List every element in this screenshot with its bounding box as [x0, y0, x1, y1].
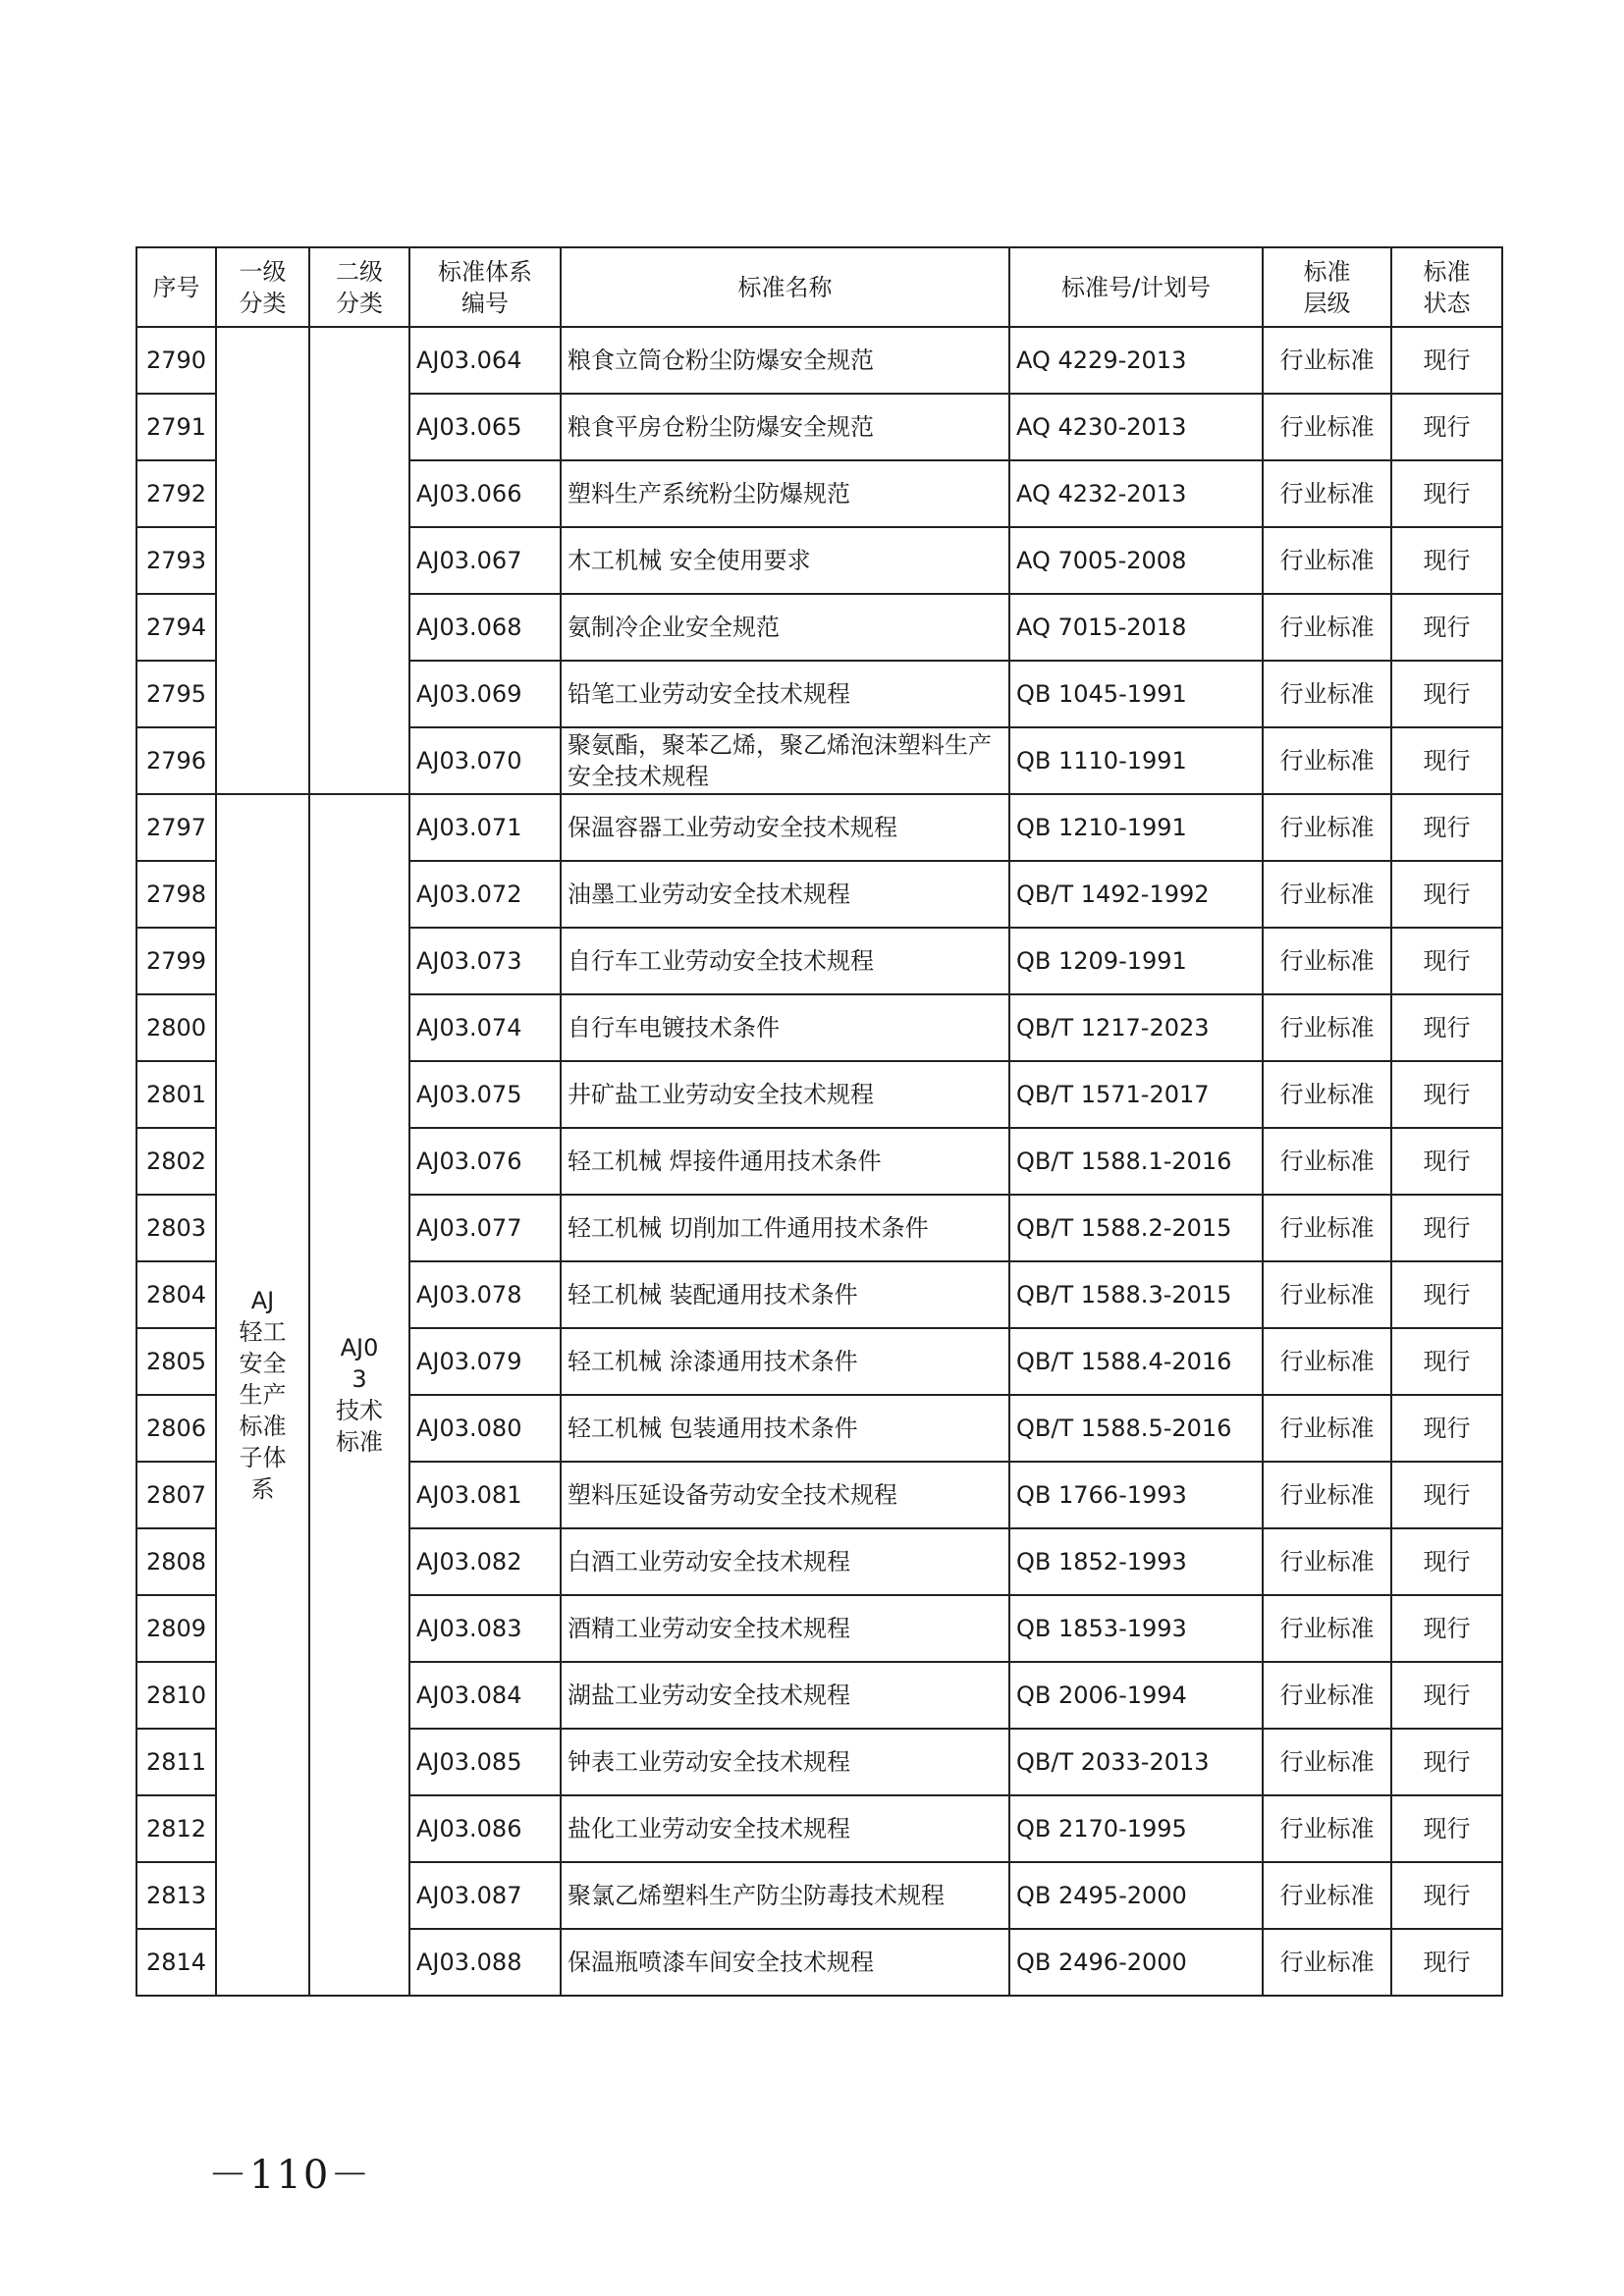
row-number: QB/T 1588.2-2015 [1009, 1195, 1263, 1261]
row-status: 现行 [1391, 394, 1502, 460]
row-seq: 2794 [136, 594, 216, 661]
header-code [409, 247, 561, 327]
header-cat1 [216, 247, 309, 327]
row-seq: 2800 [136, 994, 216, 1061]
row-code: AJ03.064 [409, 327, 561, 394]
row-seq: 2795 [136, 661, 216, 727]
row-seq: 2791 [136, 394, 216, 460]
row-name: 白酒工业劳动安全技术规程 [561, 1528, 1009, 1595]
row-name: 湖盐工业劳动安全技术规程 [561, 1662, 1009, 1729]
row-seq: 2805 [136, 1328, 216, 1395]
row-level: 行业标准 [1263, 928, 1391, 994]
row-status: 现行 [1391, 1929, 1502, 1996]
row-code: AJ03.084 [409, 1662, 561, 1729]
row-name: 盐化工业劳动安全技术规程 [561, 1795, 1009, 1862]
row-level: 行业标准 [1263, 460, 1391, 527]
standards-table [135, 246, 1503, 1997]
row-level: 行业标准 [1263, 794, 1391, 861]
row-level: 行业标准 [1263, 1195, 1391, 1261]
row-number: AQ 4229-2013 [1009, 327, 1263, 394]
row-number: AQ 4232-2013 [1009, 460, 1263, 527]
row-number: QB 2006-1994 [1009, 1662, 1263, 1729]
row-name: 自行车工业劳动安全技术规程 [561, 928, 1009, 994]
row-status: 现行 [1391, 527, 1502, 594]
row-number: QB 2170-1995 [1009, 1795, 1263, 1862]
row-number: QB/T 2033-2013 [1009, 1729, 1263, 1795]
row-level: 行业标准 [1263, 994, 1391, 1061]
row-status: 现行 [1391, 861, 1502, 928]
row-level: 行业标准 [1263, 1395, 1391, 1462]
row-number: QB/T 1588.3-2015 [1009, 1261, 1263, 1328]
row-number: QB 1045-1991 [1009, 661, 1263, 727]
table-body [136, 327, 1502, 1996]
row-seq: 2813 [136, 1862, 216, 1929]
row-level: 行业标准 [1263, 527, 1391, 594]
row-code: AJ03.074 [409, 994, 561, 1061]
row-code: AJ03.085 [409, 1729, 561, 1795]
row-status: 现行 [1391, 928, 1502, 994]
row-level: 行业标准 [1263, 1328, 1391, 1395]
category2-cell [309, 794, 409, 1996]
header-row [136, 247, 1502, 327]
row-name: 聚氨酯，聚苯乙烯，聚乙烯泡沫塑料生产安全技术规程 [561, 727, 1009, 794]
row-level: 行业标准 [1263, 1662, 1391, 1729]
row-level: 行业标准 [1263, 727, 1391, 794]
row-number: AQ 4230-2013 [1009, 394, 1263, 460]
row-seq: 2790 [136, 327, 216, 394]
row-status: 现行 [1391, 327, 1502, 394]
category2-cell-upper [309, 327, 409, 794]
row-code: AJ03.076 [409, 1128, 561, 1195]
row-code: AJ03.086 [409, 1795, 561, 1862]
category1-label [238, 1285, 289, 1505]
row-level: 行业标准 [1263, 1528, 1391, 1595]
row-status: 现行 [1391, 1195, 1502, 1261]
category1-cell-upper [216, 327, 309, 794]
row-number: QB/T 1588.1-2016 [1009, 1128, 1263, 1195]
row-name: 粮食立筒仓粉尘防爆安全规范 [561, 327, 1009, 394]
row-code: AJ03.081 [409, 1462, 561, 1528]
header-seq: 序号 [136, 247, 216, 327]
row-name: 钟表工业劳动安全技术规程 [561, 1729, 1009, 1795]
row-number: QB 1210-1991 [1009, 794, 1263, 861]
row-code: AJ03.082 [409, 1528, 561, 1595]
row-status: 现行 [1391, 1128, 1502, 1195]
row-seq: 2812 [136, 1795, 216, 1862]
row-seq: 2810 [136, 1662, 216, 1729]
row-number: QB 1853-1993 [1009, 1595, 1263, 1662]
row-name: 塑料压延设备劳动安全技术规程 [561, 1462, 1009, 1528]
row-name: 轻工机械 切削加工件通用技术条件 [561, 1195, 1009, 1261]
category1-title: 轻工安全生产标准子体系 [239, 1318, 287, 1503]
row-level: 行业标准 [1263, 1462, 1391, 1528]
row-name: 木工机械 安全使用要求 [561, 527, 1009, 594]
row-code: AJ03.070 [409, 727, 561, 794]
table-header [136, 247, 1502, 327]
row-seq: 2798 [136, 861, 216, 928]
row-seq: 2799 [136, 928, 216, 994]
row-code: AJ03.067 [409, 527, 561, 594]
row-seq: 2793 [136, 527, 216, 594]
row-code: AJ03.078 [409, 1261, 561, 1328]
row-level: 行业标准 [1263, 661, 1391, 727]
row-code: AJ03.087 [409, 1862, 561, 1929]
row-seq: 2806 [136, 1395, 216, 1462]
row-name: 粮食平房仓粉尘防爆安全规范 [561, 394, 1009, 460]
row-status: 现行 [1391, 1328, 1502, 1395]
header-level [1263, 247, 1391, 327]
row-code: AJ03.073 [409, 928, 561, 994]
row-level: 行业标准 [1263, 1128, 1391, 1195]
row-status: 现行 [1391, 1261, 1502, 1328]
row-level: 行业标准 [1263, 1862, 1391, 1929]
header-status-label: 标准状态 [1423, 257, 1471, 317]
row-seq: 2814 [136, 1929, 216, 1996]
header-cat2 [309, 247, 409, 327]
header-status [1391, 247, 1502, 327]
row-number: AQ 7015-2018 [1009, 594, 1263, 661]
row-status: 现行 [1391, 1395, 1502, 1462]
row-status: 现行 [1391, 1528, 1502, 1595]
row-level: 行业标准 [1263, 861, 1391, 928]
row-name: 酒精工业劳动安全技术规程 [561, 1595, 1009, 1662]
row-status: 现行 [1391, 661, 1502, 727]
row-code: AJ03.065 [409, 394, 561, 460]
row-name: 保温容器工业劳动安全技术规程 [561, 794, 1009, 861]
row-number: QB 2496-2000 [1009, 1929, 1263, 1996]
row-status: 现行 [1391, 1729, 1502, 1795]
row-seq: 2803 [136, 1195, 216, 1261]
row-seq: 2802 [136, 1128, 216, 1195]
row-status: 现行 [1391, 460, 1502, 527]
row-seq: 2801 [136, 1061, 216, 1128]
row-level: 行业标准 [1263, 1061, 1391, 1128]
row-code: AJ03.075 [409, 1061, 561, 1128]
row-number: QB 2495-2000 [1009, 1862, 1263, 1929]
row-seq: 2811 [136, 1729, 216, 1795]
row-code: AJ03.066 [409, 460, 561, 527]
category1-cell [216, 794, 309, 1996]
row-level: 行业标准 [1263, 594, 1391, 661]
row-seq: 2792 [136, 460, 216, 527]
row-status: 现行 [1391, 1662, 1502, 1729]
row-level: 行业标准 [1263, 1795, 1391, 1862]
row-status: 现行 [1391, 994, 1502, 1061]
row-number: QB 1852-1993 [1009, 1528, 1263, 1595]
row-name: 氨制冷企业安全规范 [561, 594, 1009, 661]
row-status: 现行 [1391, 1595, 1502, 1662]
table-row [136, 794, 1502, 861]
row-name: 聚氯乙烯塑料生产防尘防毒技术规程 [561, 1862, 1009, 1929]
row-number: QB/T 1492-1992 [1009, 861, 1263, 928]
table-row [136, 327, 1502, 394]
row-number: QB/T 1217-2023 [1009, 994, 1263, 1061]
row-name: 井矿盐工业劳动安全技术规程 [561, 1061, 1009, 1128]
row-name: 轻工机械 焊接件通用技术条件 [561, 1128, 1009, 1195]
row-name: 自行车电镀技术条件 [561, 994, 1009, 1061]
category2-label [334, 1332, 385, 1458]
category2-code: AJ03 [340, 1334, 379, 1393]
category2-title: 技术标准 [336, 1397, 383, 1456]
row-level: 行业标准 [1263, 394, 1391, 460]
row-level: 行业标准 [1263, 1929, 1391, 1996]
row-name: 轻工机械 装配通用技术条件 [561, 1261, 1009, 1328]
row-level: 行业标准 [1263, 327, 1391, 394]
row-code: AJ03.071 [409, 794, 561, 861]
row-number: QB/T 1588.4-2016 [1009, 1328, 1263, 1395]
row-level: 行业标准 [1263, 1729, 1391, 1795]
row-number: AQ 7005-2008 [1009, 527, 1263, 594]
row-number: QB 1766-1993 [1009, 1462, 1263, 1528]
row-level: 行业标准 [1263, 1595, 1391, 1662]
row-number: QB 1110-1991 [1009, 727, 1263, 794]
row-status: 现行 [1391, 727, 1502, 794]
row-code: AJ03.077 [409, 1195, 561, 1261]
row-number: QB/T 1571-2017 [1009, 1061, 1263, 1128]
row-name: 轻工机械 包装通用技术条件 [561, 1395, 1009, 1462]
category1-code: AJ [250, 1287, 275, 1314]
row-seq: 2796 [136, 727, 216, 794]
page-number: －110－ [208, 2153, 372, 2198]
row-name: 铅笔工业劳动安全技术规程 [561, 661, 1009, 727]
row-name: 塑料生产系统粉尘防爆规范 [561, 460, 1009, 527]
row-status: 现行 [1391, 1795, 1502, 1862]
row-status: 现行 [1391, 1862, 1502, 1929]
row-name: 油墨工业劳动安全技术规程 [561, 861, 1009, 928]
row-number: QB 1209-1991 [1009, 928, 1263, 994]
row-seq: 2807 [136, 1462, 216, 1528]
row-status: 现行 [1391, 594, 1502, 661]
row-code: AJ03.079 [409, 1328, 561, 1395]
row-status: 现行 [1391, 1061, 1502, 1128]
header-code-label: 标准体系编号 [438, 257, 532, 317]
row-seq: 2809 [136, 1595, 216, 1662]
row-seq: 2808 [136, 1528, 216, 1595]
header-cat2-label: 二级分类 [336, 257, 383, 317]
header-cat1-label: 一级分类 [239, 257, 287, 317]
row-code: AJ03.068 [409, 594, 561, 661]
row-code: AJ03.069 [409, 661, 561, 727]
row-number: QB/T 1588.5-2016 [1009, 1395, 1263, 1462]
row-level: 行业标准 [1263, 1261, 1391, 1328]
row-status: 现行 [1391, 1462, 1502, 1528]
header-name: 标准名称 [561, 247, 1009, 327]
row-name: 轻工机械 涂漆通用技术条件 [561, 1328, 1009, 1395]
header-number: 标准号/计划号 [1009, 247, 1263, 327]
row-seq: 2797 [136, 794, 216, 861]
row-code: AJ03.088 [409, 1929, 561, 1996]
row-code: AJ03.080 [409, 1395, 561, 1462]
header-level-label: 标准层级 [1303, 257, 1351, 317]
row-seq: 2804 [136, 1261, 216, 1328]
row-code: AJ03.083 [409, 1595, 561, 1662]
row-name: 保温瓶喷漆车间安全技术规程 [561, 1929, 1009, 1996]
row-status: 现行 [1391, 794, 1502, 861]
row-code: AJ03.072 [409, 861, 561, 928]
